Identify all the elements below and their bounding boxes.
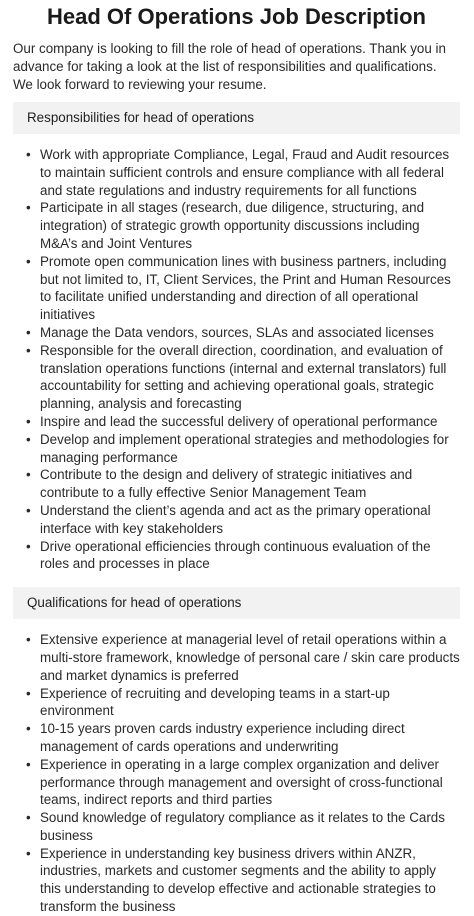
list-item-text: Inspire and lead the successful delivery of operational performance <box>40 413 438 429</box>
bullet-icon: • <box>26 147 31 162</box>
bullet-icon: • <box>26 685 31 701</box>
list-item <box>26 466 460 502</box>
list-item <box>26 502 460 538</box>
list-item-text: Drive operational efficiencies through continuous evaluation of the roles and processes in place <box>40 538 431 572</box>
bullet-icon: • <box>26 756 31 772</box>
intro-paragraph: Our company is looking to fill the role of head of operations. Thank you in advance for taking a look at the list of responsibilities and qualifications. We look forward to reviewing your resume. <box>13 41 446 92</box>
list-item <box>26 538 460 574</box>
list-item <box>26 720 460 756</box>
list-item-text: Develop and implement operational strategies and methodologies for managing performance <box>40 431 449 465</box>
list-item <box>26 413 460 431</box>
bullet-icon: • <box>26 538 31 554</box>
list-item <box>26 324 460 342</box>
list-item-text: Extensive experience at managerial level of retail operations within a multi-store framework, knowledge of personal care / skin care products and market dynamics is preferred <box>40 632 460 683</box>
list-item <box>26 253 460 324</box>
list-item-text: Responsible for the overall direction, coordination, and evaluation of translation operations functions (internal and external translators) full accountability for setting and achieving operational goals, strategic planning, analysis and forecasting <box>40 342 447 412</box>
list-item <box>26 199 460 252</box>
list-item <box>26 631 460 684</box>
list-item <box>26 431 460 467</box>
list-item <box>26 146 460 199</box>
list-item-text: Experience in operating in a large complex organization and deliver performance through management and oversight of cross-functional teams, indirect reports and third parties <box>40 756 443 808</box>
bullet-icon: • <box>26 467 31 483</box>
list-item-text: 10-15 years proven cards industry experience including direct management of cards operations and underwriting <box>40 721 405 754</box>
qualifications-list <box>13 631 460 916</box>
list-item-text: Sound knowledge of regulatory compliance as it relates to the Cards business <box>40 810 445 843</box>
list-item-text: Experience of recruiting and developing teams in a start-up environment <box>40 685 390 719</box>
list-item <box>26 685 460 721</box>
bullet-icon: • <box>26 200 31 216</box>
responsibilities-list <box>13 146 460 573</box>
bullet-icon: • <box>26 502 31 518</box>
list-item-text: Contribute to the design and delivery of strategic initiatives and contribute to a fully effective Senior Management Team <box>40 467 413 501</box>
bullet-icon: • <box>26 324 31 340</box>
section-heading-qualifications: Qualifications for head of operations <box>13 587 460 619</box>
bullet-icon: • <box>26 632 31 648</box>
list-item <box>26 809 460 845</box>
bullet-icon: • <box>26 413 31 429</box>
page-title: Head Of Operations Job Description <box>47 4 426 29</box>
list-item-text: Promote open communication lines with business partners, including but not limited to, IT, Client Services, the Print and Human Resources to facilitate unified understanding and direction of all operational initiatives <box>40 253 451 323</box>
list-item <box>26 756 460 809</box>
list-item-text: Experience in understanding key business drivers within ANZR, industries, markets and customer segments and the ability to apply this understanding to develop effective and actionable strategies to transform the business <box>40 845 436 915</box>
bullet-icon: • <box>26 845 31 861</box>
bullet-icon: • <box>26 431 31 447</box>
list-item <box>26 342 460 413</box>
bullet-icon: • <box>26 721 31 737</box>
list-item-text: Understand the client’s agenda and act as the primary operational interface with key stakeholders <box>40 502 431 536</box>
section-heading-responsibilities: Responsibilities for head of operations <box>13 102 460 134</box>
list-item-text: Participate in all stages (research, due diligence, structuring, and integration) of strategic growth opportunity discussions including M&A’s and Joint Ventures <box>40 200 425 251</box>
list-item-text: Work with appropriate Compliance, Legal, Fraud and Audit resources to maintain sufficient controls and ensure compliance with all federal and state regulations and industry requirements for all functions <box>40 147 450 198</box>
bullet-icon: • <box>26 342 31 358</box>
bullet-icon: • <box>26 253 31 269</box>
list-item-text: Manage the Data vendors, sources, SLAs and associated licenses <box>40 324 434 340</box>
bullet-icon: • <box>26 810 31 826</box>
list-item <box>26 845 460 916</box>
